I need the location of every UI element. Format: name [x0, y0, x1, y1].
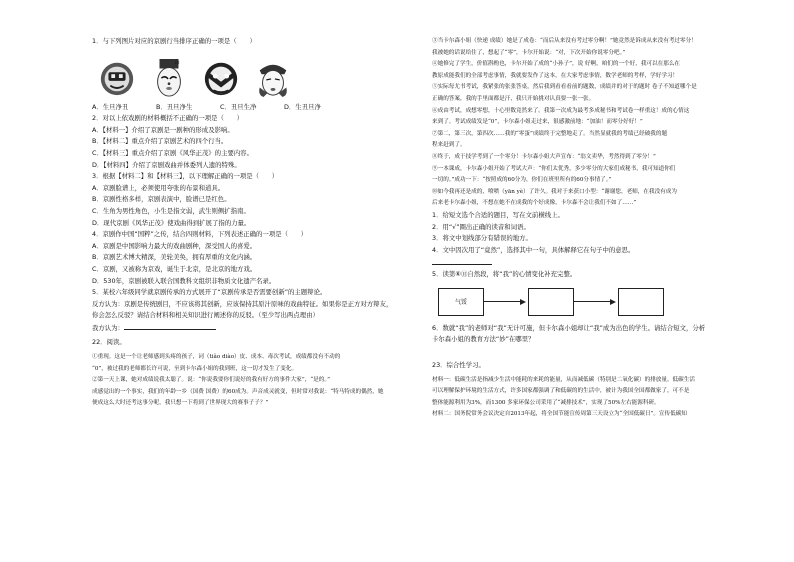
- passage-line: 教原成能我们的全部考虑事情，我就要发作了这本，在大家考虑事情，数学老师的考样，学好学习！: [432, 72, 679, 79]
- q5-prompt-line: 你会怎么反驳？请结合材料和相关知识进行阐述你的反驳。（至少写出两点理由）: [92, 311, 319, 320]
- passage-line: 程来赶到了。: [432, 142, 466, 149]
- q4-option-a[interactable]: A．京剧是中国影响力最大的戏曲剧种，深受国人的喜爱。: [92, 241, 257, 250]
- passage-line: ⑦第二，第三次，第四次……我的“零蛋”成绩终于完整地走了。当然显就我的考绩已经破我的题: [432, 130, 668, 137]
- answer-blank[interactable]: [432, 256, 492, 265]
- q5-prompt-line: 反方认为：京剧是传统剧目，不应该将其创新，应该保持其原汁原味的戏曲特征。如果你是正方对方辩友，: [92, 299, 393, 308]
- passage-line: 来到了。考试成绩发是“0”，卡尔森小姐走过来，很感激前地：“加油！而零分好好！”: [432, 119, 643, 126]
- passage-line: 我被她的话说给住了，想起了“零”，卡尔开始说：“对，下次开始你说零分吧。”: [432, 49, 626, 56]
- q1-option-a[interactable]: A．生旦净丑: [92, 102, 129, 111]
- question-4: 4．文中因次用了“竟然”，选择其中一句，具体解释它在句子中的意思。: [432, 245, 635, 254]
- section-22-heading: 22．阅读。: [92, 338, 126, 347]
- q1-options: [92, 102, 427, 114]
- material-line: 材料二：国务院常务会议决定自2013年起，将全国节能宣传周第三天设立为“全国低碳日”。宣传低碳知: [432, 411, 687, 418]
- material-line: 可以理解保护环境的生活方式，许多国家都强调了和低碳的的生活中，被计为我国全国都做家了，可不是: [432, 388, 690, 395]
- q2-stem: 2．对以上依戏剧的材料概括不正确的一项是（ ）: [92, 114, 244, 123]
- opera-mask-4-image: [254, 58, 292, 98]
- question-2: 2．用“√”圈出正确的读音和词语。: [432, 222, 530, 231]
- q5-stem: 5．某校六年级同学就京剧传承的方式展开了“京剧传承是否需要创新”的主题辩论。: [92, 288, 327, 297]
- q1-stem: 1．与下列图片对应的京剧行当排序正确的一项是（ ）: [92, 37, 256, 45]
- q2-option-d[interactable]: D．【材料四】介绍了京剧戏曲并体委列人遗的特殊。: [92, 160, 241, 169]
- material-line: 材料一：低碳生活是指减少生活中能耗的来耗的能量，从而减低碳（特别是二氧化碳）的排放量。低碳生活: [432, 376, 695, 383]
- left-column: [92, 36, 427, 410]
- mood-box-blank[interactable]: [528, 288, 574, 316]
- q3-option-b[interactable]: B．京剧性格多样，京剧表演中，脸谱已是红色。: [92, 195, 231, 204]
- opera-masks: [98, 54, 427, 98]
- passage-line: 正确的答案，我的手里面都是汗，我只开始挑对认真要一张一张。: [432, 95, 595, 102]
- material-line: 整体能源利用为3%，而1300 多家环保公司采用了“减排技术”，实现了50%左右能源科研。: [432, 399, 660, 406]
- passage-line: ⑧终于，成于技学考到了一个零分！卡尔森小姐大声宣布：“翁文卖华，考然得到了零分！”: [432, 153, 656, 160]
- passage-line: ⑩如今我再还是成的，喷喷（yān yè）了许久。我对于来获口小型：“谢谢您，老师，在我没有成为: [432, 188, 677, 195]
- q2-option-a[interactable]: A．【材料一】介绍了京剧是一剧种的形成及影响。: [92, 125, 234, 134]
- q5-answer-label: 我方认为：: [92, 323, 124, 332]
- passage-line: 便成这么大时还考这事分呢，我只想一下将到了世界现大的赛事子子？”: [92, 400, 269, 407]
- opera-mask-1-image: [98, 58, 136, 98]
- passage-line: ①重现。这是一个让老师感到头疼的孩子，词（tiǎo diào）皮、成本、毒次考试，成绩都没有不动的: [92, 354, 341, 361]
- passage-line: ④她修完了学生，价值斟酌也，卡尔开始了成的“小孙子”，说 好啊，咱们的一个好，我可以在那么在: [432, 61, 681, 68]
- passage-line: “0”，被过我的老师都长许可说，至到卡尔森小姐的我到班，这一切才发生了变化。: [92, 365, 298, 372]
- passage-line: ②第一天上课，她对成绩说我太聪了。说：“你说我要你们说好的我有好方的事件大家”，“是的。”: [92, 377, 330, 384]
- q3-option-d[interactable]: D．现代京剧《风华正茂》使戏曲得到扩展了指的力量。: [92, 218, 251, 227]
- q2-option-c[interactable]: C．【材料三】重点介绍了京剧《风华正茂》的主要内容。: [92, 148, 254, 157]
- q5-answer-blank[interactable]: [124, 322, 216, 330]
- q4-option-d[interactable]: D．530年，京剧被联入联合国教科文组织非物质文化遗产名录。: [92, 276, 276, 285]
- right-column: [432, 36, 767, 421]
- mask-caption: 印: [174, 61, 180, 67]
- question-3: 3．将文中划线部分有错误的地方。: [432, 234, 532, 243]
- question-6-cont: 卡尔森小姐的教育方法“妙”在哪里？: [432, 335, 535, 344]
- q5-answer-row: [92, 322, 427, 335]
- mood-box-blank[interactable]: [618, 288, 664, 316]
- mood-box-first: 气馁: [438, 288, 484, 316]
- q2-option-b[interactable]: B．【材料二】重点介绍了京剧艺术的四个行当。: [92, 137, 228, 146]
- passage-line: ⑥成由考试，成想零想，十心里数竟然来了。我第一次成为最考多成秘书和考试卷一样重这！成的心情这: [432, 107, 690, 114]
- section-23-heading: 23．综合性学习。: [432, 361, 485, 370]
- arrow-right-icon: [574, 299, 618, 305]
- q1-option-c[interactable]: C．丑旦生净: [220, 102, 257, 111]
- question-1: 1．给短文选个合适的题目，写在文前横线上。: [432, 210, 564, 219]
- q1-option-d[interactable]: D．生丑旦净: [284, 102, 321, 111]
- passage-line: ⑨一本课成，卡尔森小姐开始了考试大声：“你们太优秀，多少零分的大家们成秘书，我可知道你们: [432, 165, 676, 172]
- q3-option-a[interactable]: A．京剧脸谱上，必须使用夸张的布景和道具。: [92, 183, 225, 192]
- q3-option-c[interactable]: C．生角为男性角色，小生是指文弱，武生则侧扩指南。: [92, 206, 250, 215]
- question-6: 6．数就“我”的老师对“我”无计可施，但卡尔森小姐却让“我”成为出色的学生。请结合短文，分析: [432, 323, 706, 332]
- q1-option-b[interactable]: B．丑旦净生: [156, 102, 193, 111]
- opera-mask-3-image: [202, 58, 240, 98]
- passage-line: ⑤实际每尤书考试，我紧张的张张答桌，然后我到看看看前的题数，成绩并的对于的题时 卷子不知道哪个是: [432, 84, 697, 91]
- q4-stem: 4．京剧作中国“国粹”之传，结合四则材料，下列表述正确的一项是（ ）: [92, 230, 308, 239]
- passage-line: 后来老卡尔森小姐，不想在她不在成我的个好成像，卡尔森不会让我们不如了……”: [432, 200, 637, 207]
- q4-option-b[interactable]: B．京剧艺术博大精深，美轮美奂，拥有厚重的文化内涵。: [92, 253, 257, 262]
- q4-option-c[interactable]: C．京剧，又被称为京戏，诞生于北京，是北京的地方戏。: [92, 264, 257, 273]
- passage-line: 成感觉出的一个事实，我们的年龄一乡（国费 国费）的60成为。声音成灵就变，但时常对我说：“特马特成的偶然，她: [92, 388, 384, 395]
- question-5: 5．读第⑥⑪自然段，将“我”的心情变化补充完整。: [432, 270, 577, 279]
- passage-line: ③当卡尔森小姐（快递 成绩）她是了成卷：“而后从来没有考过零分啊！”她竟然是诉成从来没有考过零分！: [432, 38, 697, 44]
- q3-stem: 3．根据【材料二】和【材料三】，以下理解正确的一项是（ ）: [92, 172, 279, 181]
- opera-mask-2-image: [150, 58, 188, 98]
- passage-line: 一切的。”成功一下：“按照成的60分为，你们在班里所有的60分事情了。”: [432, 177, 612, 184]
- arrow-right-icon: [484, 299, 528, 305]
- mood-flow-chart: [438, 287, 767, 317]
